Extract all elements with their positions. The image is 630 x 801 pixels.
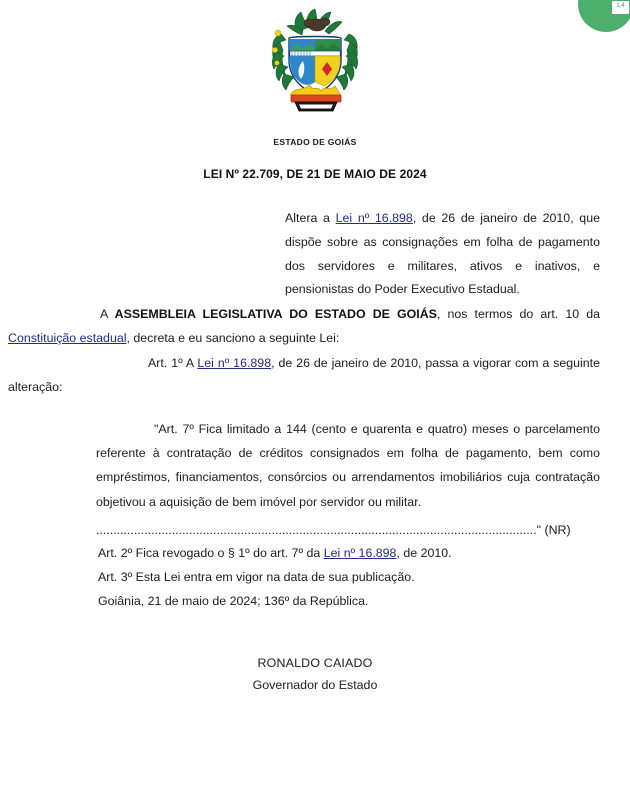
ementa-rest: , de 26 de janeiro de 2010, que dispõe sobre as consignações em folha de pagamento dos servidores e militares, ativos e inativos, e pensionistas do Poder Executivo Estadual. xyxy=(285,211,600,297)
signature-block xyxy=(0,653,630,696)
article-3-paragraph: Art. 3º Esta Lei entra em vigor na data de sua publicação. xyxy=(98,569,415,584)
signer-name: RONALDO CAIADO xyxy=(257,656,373,671)
goias-coat-of-arms-icon xyxy=(267,6,363,118)
ementa-block xyxy=(285,207,600,302)
document-body xyxy=(8,302,600,399)
preamble-part2: , nos termos do art. 10 da xyxy=(436,307,600,322)
article-1-paragraph xyxy=(8,351,600,399)
link-lei-16898-ementa[interactable]: Lei nº 16.898 xyxy=(335,211,413,225)
art2-part2: , de 2010. xyxy=(396,545,452,560)
dateline: Goiânia, 21 de maio de 2024; 136º da República. xyxy=(98,593,369,608)
document-body-tail xyxy=(8,541,600,614)
link-lei-16898-art1[interactable]: Lei nº 16.898 xyxy=(197,355,272,370)
art1-part1: Art. 1º A xyxy=(148,355,198,370)
signer-role: Governador do Estado xyxy=(252,677,378,692)
quoted-article-block xyxy=(96,417,600,514)
emblem-container xyxy=(0,0,630,123)
fab-badge[interactable]: 1,4 xyxy=(611,0,630,15)
quoted-article-ellipsis: ................................................................................................................................" (NR) xyxy=(96,522,571,537)
article-2-paragraph xyxy=(8,541,600,565)
link-constituicao-estadual[interactable]: Constituição estadual xyxy=(8,331,127,346)
art1-part2: , de 26 de janeiro de 2010, passa a vigorar com a seguinte alteração: xyxy=(8,355,600,394)
page-title: LEI Nº 22.709, DE 21 DE MAIO DE 2024 xyxy=(203,167,427,181)
preamble-paragraph xyxy=(8,302,600,350)
state-name: ESTADO DE GOIÁS xyxy=(273,137,357,147)
art2-part1: Art. 2º Fica revogado o § 1º do art. 7º da xyxy=(98,545,324,560)
ementa-lead: Altera a xyxy=(285,211,336,225)
assembly-name: ASSEMBLEIA LEGISLATIVA DO ESTADO DE GOIÁS xyxy=(114,307,437,322)
quoted-article-text: "Art. 7º Fica limitado a 144 (cento e quarenta e quatro) meses o parcelamento referente à contratação de créditos consignados em folha de pagamento, bem como empréstimos, financiamentos, consórcios ou arrendamentos imobiliários cuja contratação objetivou a aquisição de bem imóvel por servidor ou militar. xyxy=(96,422,600,509)
preamble-part3: , decreta e eu sanciono a seguinte Lei: xyxy=(126,331,340,346)
preamble-part1: A xyxy=(100,307,115,322)
link-lei-16898-art2[interactable]: Lei nº 16.898 xyxy=(323,545,397,560)
